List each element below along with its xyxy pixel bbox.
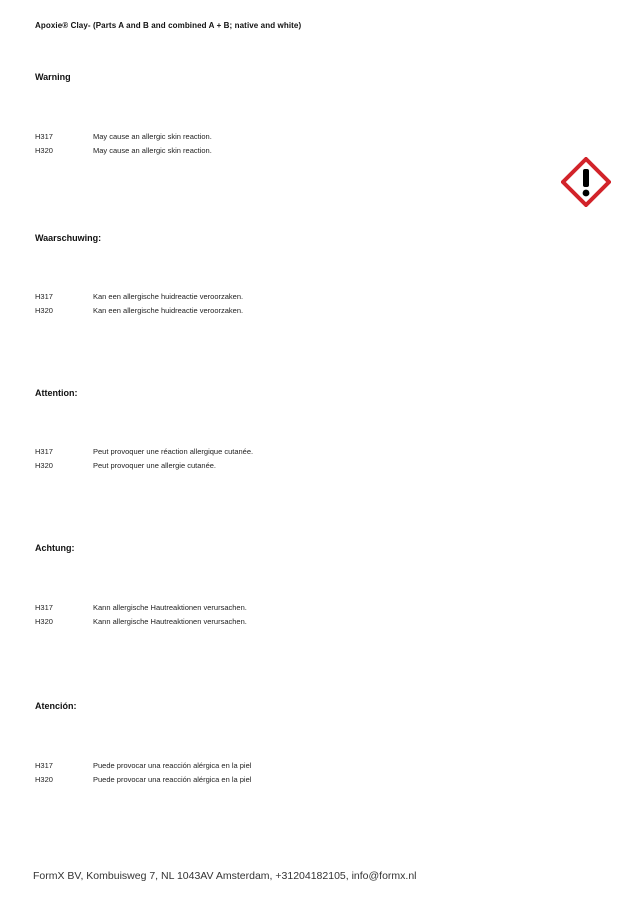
hazard-code: H320 <box>35 146 53 155</box>
document-footer: FormX BV, Kombuisweg 7, NL 1043AV Amsterdam, +31204182105, info@formx.nl <box>33 870 417 882</box>
exclamation-mark-hazard-icon <box>561 157 611 207</box>
section-title: Waarschuwing: <box>35 233 102 243</box>
hazard-text: Kann allergische Hautreaktionen verursachen. <box>93 617 247 626</box>
hazard-code: H317 <box>35 132 53 141</box>
hazard-code: H320 <box>35 617 53 626</box>
hazard-text: Kan een allergische huidreactie veroorzaken. <box>93 292 244 301</box>
hazard-code: H320 <box>35 306 53 315</box>
hazard-text: May cause an allergic skin reaction. <box>93 132 212 141</box>
hazard-code: H317 <box>35 761 53 770</box>
hazard-code: H320 <box>35 775 53 784</box>
hazard-text: Kan een allergische huidreactie veroorzaken. <box>93 306 244 315</box>
hazard-text: Peut provoquer une allergie cutanée. <box>93 461 217 470</box>
hazard-text: Puede provocar una reacción alérgica en la piel <box>93 761 252 770</box>
hazard-text: Puede provocar una reacción alérgica en la piel <box>93 775 252 784</box>
hazard-text: Kann allergische Hautreaktionen verursachen. <box>93 603 247 612</box>
section-title: Attention: <box>35 388 78 398</box>
hazard-code: H320 <box>35 461 53 470</box>
hazard-code: H317 <box>35 292 53 301</box>
section-title: Atención: <box>35 701 77 711</box>
section-title: Warning <box>35 72 71 82</box>
document-header: Apoxie® Clay- (Parts A and B and combined A + B; native and white) <box>35 21 302 30</box>
section-title: Achtung: <box>35 543 75 553</box>
hazard-text: May cause an allergic skin reaction. <box>93 146 212 155</box>
hazard-text: Peut provoquer une réaction allergique cutanée. <box>93 447 254 456</box>
hazard-code: H317 <box>35 447 53 456</box>
hazard-code: H317 <box>35 603 53 612</box>
